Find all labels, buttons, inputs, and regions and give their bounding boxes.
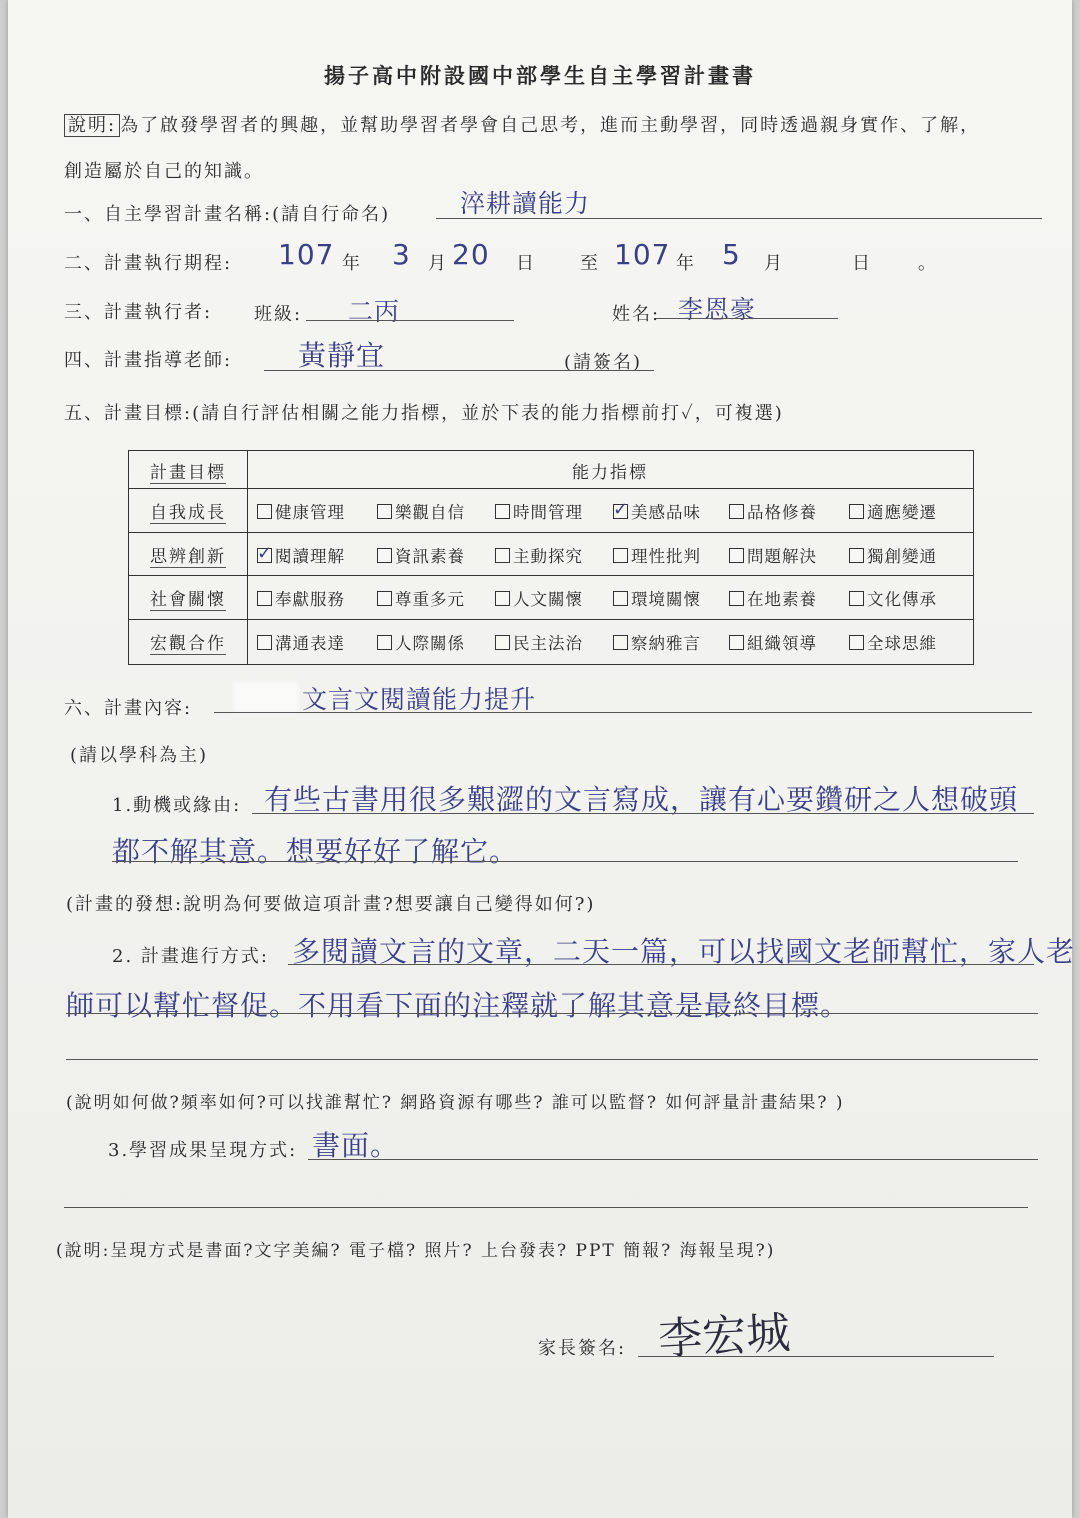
checkbox[interactable] — [257, 635, 272, 650]
period-to: 至 — [580, 253, 600, 274]
ability-option — [257, 499, 345, 523]
period-end-year: 107 — [614, 238, 671, 271]
checkbox[interactable] — [849, 635, 864, 650]
redacted-area — [234, 682, 298, 712]
ability-option — [257, 543, 345, 567]
ability-label: 獨創變通 — [867, 547, 937, 566]
ability-label: 全球思維 — [867, 634, 937, 653]
checkbox[interactable] — [849, 548, 864, 563]
parent-sign-underline — [638, 1356, 994, 1357]
ability-label: 問題解決 — [747, 547, 817, 566]
motivation-underline-2 — [112, 861, 1018, 862]
table-row — [129, 575, 973, 619]
ability-option — [377, 499, 465, 523]
parent-sign-label: 家長簽名: — [538, 1338, 627, 1359]
content-value: 文言文閱讀能力提升 — [302, 685, 537, 714]
goals-label: 五、計畫目標:(請自行評估相關之能力指標，並於下表的能力指標前打✓，可複選) — [64, 403, 784, 424]
ability-label: 奉獻服務 — [275, 590, 345, 609]
motivation-line-2: 都不解其意。想要好好了解它。 — [112, 835, 519, 868]
method-line-1: 多閱讀文言的文章，二天一篇，可以找國文老師幫忙，家人老 — [292, 935, 1076, 968]
ability-option — [849, 543, 937, 567]
name-label: 姓名: — [612, 304, 661, 325]
ability-label: 樂觀自信 — [395, 503, 465, 522]
class-value: 二丙 — [348, 297, 401, 326]
plan-name-value: 淬耕讀能力 — [460, 189, 591, 218]
checkbox[interactable] — [495, 591, 510, 606]
advisor-label: 四、計畫指導老師: — [64, 350, 233, 371]
period-label: 二、計畫執行期程: — [64, 253, 233, 274]
checked-checkbox[interactable] — [613, 498, 630, 520]
table-row — [129, 619, 973, 666]
class-label: 班級: — [254, 304, 303, 325]
method-underline-3 — [66, 1059, 1038, 1060]
checkbox[interactable] — [613, 635, 628, 650]
checkbox[interactable] — [377, 548, 392, 563]
checkbox[interactable] — [729, 635, 744, 650]
period-year-unit-1: 年 — [342, 253, 362, 274]
check-mark-icon: ✓ — [257, 542, 274, 564]
result-underline-1 — [308, 1159, 1038, 1160]
ability-option — [377, 586, 465, 610]
period-start-year: 107 — [278, 238, 335, 271]
method-underline-2 — [66, 1013, 1038, 1014]
ability-label: 人際關係 — [395, 634, 465, 653]
ability-label: 資訊素養 — [395, 547, 465, 566]
advisor-signature: 黃靜宜 — [298, 339, 386, 372]
ability-option — [495, 499, 583, 523]
ability-option — [377, 630, 465, 654]
checkbox[interactable] — [495, 635, 510, 650]
motivation-underline-1 — [252, 813, 1034, 814]
ability-label: 適應變遷 — [867, 503, 937, 522]
ability-table — [128, 450, 974, 665]
period-end-month: 5 — [722, 238, 741, 271]
table-row — [129, 532, 973, 575]
form-page — [8, 0, 1076, 1518]
ability-label: 時間管理 — [513, 503, 583, 522]
result-underline-2 — [64, 1207, 1028, 1208]
ability-label: 理性批判 — [631, 547, 701, 566]
ability-option — [495, 630, 583, 654]
table-header-ability: 能力指標 — [572, 463, 648, 483]
parent-signature: 李宏城 — [656, 1307, 792, 1366]
category-label: 思辨創新 — [150, 547, 226, 567]
ability-option — [613, 499, 701, 523]
intro-text-1: 為了啟發學習者的興趣，並幫助學習者學會自己思考，進而主動學習，同時透過親身實作、了解， — [120, 115, 981, 136]
checked-checkbox[interactable] — [257, 542, 274, 564]
method-label: 2. 計畫進行方式: — [112, 946, 269, 967]
ability-option — [377, 543, 465, 567]
period-start-month: 3 — [392, 238, 411, 271]
method-line-2: 師可以幫忙督促。不用看下面的注釋就了解其意是最終目標。 — [66, 989, 850, 1022]
checkbox[interactable] — [495, 548, 510, 563]
ability-label: 文化傳承 — [867, 590, 937, 609]
ability-label: 在地素養 — [747, 590, 817, 609]
checkbox[interactable] — [729, 548, 744, 563]
checkbox[interactable] — [849, 504, 864, 519]
check-mark-icon: ✓ — [613, 498, 630, 520]
ability-label: 健康管理 — [275, 503, 345, 522]
ability-option — [729, 543, 817, 567]
intro-text-2: 創造屬於自己的知識。 — [64, 161, 264, 182]
motivation-line-1: 有些古書用很多艱澀的文言寫成，讓有心要鑽研之人想破頭 — [264, 783, 1019, 816]
intro-label: 說明: — [64, 114, 120, 137]
ability-option — [849, 499, 937, 523]
ability-option — [729, 630, 817, 654]
ability-label: 人文關懷 — [513, 590, 583, 609]
period-end-mark: 。 — [918, 253, 938, 274]
ability-option — [257, 630, 345, 654]
ability-label: 環境關懷 — [631, 590, 701, 609]
checkbox[interactable] — [257, 504, 272, 519]
checkbox[interactable] — [613, 548, 628, 563]
class-underline — [306, 320, 514, 321]
result-note: (說明:呈現方式是書面?文字美編? 電子檔? 照片? 上台發表? PPT 簡報? 海報呈現?) — [56, 1241, 776, 1261]
period-month-unit-2: 月 — [764, 253, 784, 274]
checkbox[interactable] — [377, 635, 392, 650]
intro-line-1 — [64, 111, 980, 137]
ability-label: 美感品味 — [631, 503, 701, 522]
executor-label: 三、計畫執行者: — [64, 302, 213, 323]
ability-option — [495, 586, 583, 610]
plan-name-underline — [436, 218, 1042, 219]
name-underline — [656, 318, 838, 319]
content-label: 六、計畫內容: — [64, 698, 193, 719]
ability-option — [613, 543, 701, 567]
checkbox[interactable] — [613, 591, 628, 606]
motivation-label: 1.動機或緣由: — [112, 795, 242, 816]
form-title: 揚子高中附設國中部學生自主學習計畫書 — [324, 63, 756, 88]
period-day-unit-2: 日 — [852, 253, 872, 274]
ability-option — [849, 630, 937, 654]
ability-option — [613, 586, 701, 610]
ability-label: 民主法治 — [513, 634, 583, 653]
ability-option — [729, 499, 817, 523]
ability-option — [495, 543, 583, 567]
period-day-unit-1: 日 — [516, 253, 536, 274]
ability-option — [729, 586, 817, 610]
ability-label: 察納雅言 — [631, 634, 701, 653]
ability-label: 閱讀理解 — [275, 547, 345, 566]
ability-label: 尊重多元 — [395, 590, 465, 609]
ability-label: 品格修養 — [747, 503, 817, 522]
period-start-day: 20 — [452, 238, 490, 271]
ability-label: 主動探究 — [513, 547, 583, 566]
idea-note: (計畫的發想:說明為何要做這項計畫?想要讓自己變得如何?) — [66, 894, 596, 915]
checkbox[interactable] — [257, 591, 272, 606]
checkbox[interactable] — [729, 504, 744, 519]
method-underline-1 — [288, 964, 1034, 965]
ability-option — [849, 586, 937, 610]
name-value: 李恩豪 — [678, 295, 757, 324]
checkbox[interactable] — [495, 504, 510, 519]
ability-option — [613, 630, 701, 654]
checkbox[interactable] — [377, 504, 392, 519]
table-header-goal: 計畫目標 — [150, 463, 226, 483]
category-label: 自我成長 — [150, 503, 226, 523]
plan-name-label: 一、自主學習計畫名稱:(請自行命名) — [64, 204, 391, 225]
ability-label: 組織領導 — [747, 634, 817, 653]
advisor-sign-note: (請簽名) — [564, 352, 643, 373]
period-year-unit-2: 年 — [676, 253, 696, 274]
content-underline — [214, 712, 1032, 713]
checkbox[interactable] — [377, 591, 392, 606]
result-label: 3.學習成果呈現方式: — [108, 1140, 298, 1161]
table-row — [129, 488, 973, 532]
subject-note: (請以學科為主) — [70, 745, 209, 766]
ability-option — [257, 586, 345, 610]
category-label: 宏觀合作 — [150, 634, 226, 654]
period-month-unit-1: 月 — [428, 253, 448, 274]
result-value: 書面。 — [312, 1129, 400, 1162]
category-label: 社會關懷 — [150, 590, 226, 610]
ability-label: 溝通表達 — [275, 634, 345, 653]
checkbox[interactable] — [729, 591, 744, 606]
method-note: (說明如何做?頻率如何?可以找誰幫忙? 網路資源有哪些? 誰可以監督? 如何評量計畫結果? ) — [66, 1093, 845, 1113]
checkbox[interactable] — [849, 591, 864, 606]
